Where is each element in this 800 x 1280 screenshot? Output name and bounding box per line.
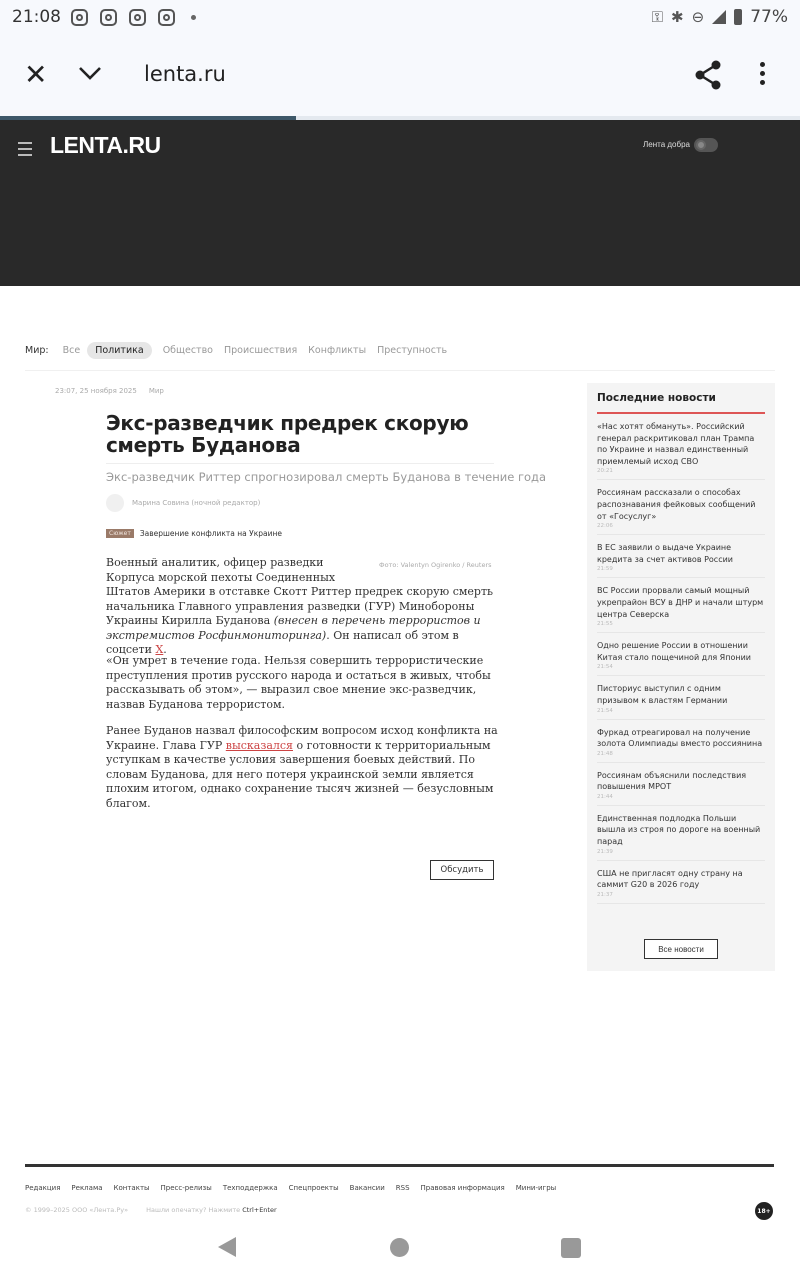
news-title[interactable]: Россиянам рассказали о способах распознавания фейковых сообщений от «Госуслуг» (597, 488, 756, 521)
battery-percent: 77% (750, 7, 788, 27)
article-meta (55, 387, 164, 395)
tab-all[interactable]: Все (62, 345, 81, 356)
news-title[interactable]: ВС России прорвали самый мощный укрепрайон ВСУ в ДНР и начали штурм центра Северска (597, 586, 764, 619)
footer-link[interactable]: Правовая информация (420, 1184, 505, 1192)
article-rubric-link[interactable]: Мир (148, 387, 164, 395)
news-time: 21:55 (597, 621, 613, 628)
news-item[interactable] (597, 578, 765, 633)
footer-link[interactable]: Мини-игры (515, 1184, 557, 1192)
author-avatar (106, 494, 124, 512)
news-time: 21:37 (597, 891, 613, 898)
vpn-key-icon: ⚿ (651, 8, 664, 26)
news-title[interactable]: Фуркад отреагировал на получение золота Олимпиады вместо россиянина (597, 727, 763, 749)
tab-society[interactable]: Общество (162, 345, 213, 356)
paragraph-text: Ранее Буданов назвал философским вопросом исход конфликта на Украине. Глава ГУР (106, 724, 498, 752)
menu-icon[interactable] (18, 142, 32, 160)
article-datetime: 23:07, 25 ноября 2025 (55, 387, 137, 395)
article-paragraph (106, 556, 498, 658)
rubric-label: Мир: (25, 345, 49, 356)
status-time: 21:08 (12, 7, 61, 27)
story-title[interactable]: Завершение конфликта на Украине (139, 529, 283, 538)
rubric-nav (25, 342, 458, 359)
browser-toolbar (0, 34, 800, 116)
news-item[interactable] (597, 633, 765, 676)
discuss-button[interactable]: Обсудить (430, 860, 494, 880)
share-icon[interactable] (694, 60, 722, 90)
paragraph-text: Военный аналитик, офицер разведки Корпуса морской пехоты Соединенных (106, 556, 336, 584)
tab-crime[interactable]: Преступность (377, 345, 448, 356)
news-item[interactable] (597, 763, 765, 806)
article-paragraph: «Он умрет в течение года. Нельзя совершить террористические преступления против русского народа и остаться в живых, чтобы рассказывать об этом», — выразил свое мнение экс-разведчик, назвав Буданова террористом. (106, 654, 491, 711)
news-title[interactable]: В ЕС заявили о выдаче Украине кредита за счет активов России (597, 543, 733, 564)
instagram-icon (100, 9, 117, 26)
footer-link[interactable]: RSS (395, 1184, 410, 1192)
tab-conflicts[interactable]: Конфликты (308, 345, 367, 356)
inline-link[interactable]: высказался (225, 738, 293, 752)
news-item[interactable] (597, 535, 765, 578)
footer-link[interactable]: Контакты (113, 1184, 150, 1192)
url-display[interactable]: lenta.ru (144, 62, 226, 86)
instagram-icon (158, 9, 175, 26)
recents-icon[interactable] (561, 1238, 581, 1258)
news-title[interactable]: США не пригласят одну страну на саммит G20 в 2026 году (597, 868, 743, 890)
article-paragraph (106, 724, 498, 811)
news-title[interactable]: «Нас хотят обмануть». Российский генерал раскритиковал план Трампа по Украине и назвал единственный приемлемый исход СВО (597, 422, 755, 466)
tab-politics[interactable]: Политика (87, 342, 151, 359)
back-icon[interactable] (218, 1237, 236, 1257)
news-item[interactable] (597, 806, 765, 861)
footer-link[interactable]: Редакция (25, 1184, 61, 1192)
typo-keys: Ctrl+Enter (242, 1206, 277, 1214)
news-time: 21:54 (597, 664, 613, 671)
more-vert-icon[interactable] (756, 62, 768, 88)
divider (25, 370, 775, 371)
news-item[interactable] (597, 720, 765, 763)
article-author (106, 494, 260, 512)
footer-link[interactable]: Вакансии (349, 1184, 385, 1192)
tab-incidents[interactable]: Происшествия (224, 345, 298, 356)
kind-feed-label: Лента добра (643, 140, 690, 149)
news-time: 21:59 (597, 566, 613, 573)
footer-link[interactable]: Реклама (71, 1184, 103, 1192)
paragraph-italic: (внесен в перечень террористов и экстремистов Росфинмониторинга) (106, 614, 481, 642)
paragraph-text: . (163, 643, 167, 656)
story-tag[interactable] (106, 529, 282, 538)
author-name[interactable]: Марина Совина (ночной редактор) (132, 499, 261, 507)
article-title: Экс-разведчик предрек скорую смерть Буданова (106, 411, 469, 457)
news-time: 22:06 (597, 523, 613, 530)
news-time: 21:48 (597, 750, 613, 757)
news-time: 21:54 (597, 707, 613, 714)
footer-link[interactable]: Пресс-релизы (160, 1184, 212, 1192)
home-icon[interactable] (390, 1238, 409, 1257)
copyright-text: © 1999–2025 ООО «Лента.Ру» (25, 1206, 129, 1214)
age-rating-badge: 18+ (755, 1202, 773, 1220)
news-time: 21:39 (597, 848, 613, 855)
battery-icon (734, 9, 742, 25)
news-item[interactable] (597, 861, 765, 904)
news-time: 20:21 (597, 468, 613, 475)
sidebar-title: Последние новости (597, 383, 765, 414)
footer-divider (25, 1164, 774, 1167)
all-news-button[interactable]: Все новости (644, 939, 718, 959)
paragraph-text: Штатов Америки в отставке Скотт Риттер предрек скорую смерть начальника Главного управления разведки (ГУР) Минобороны Украины Кирилла Буданова (106, 585, 494, 627)
more-notifications-icon (191, 15, 196, 20)
bluetooth-icon: ✱ (671, 8, 684, 26)
social-link[interactable]: X (155, 643, 164, 656)
divider (106, 463, 494, 464)
footer-links (25, 1184, 567, 1192)
news-item[interactable] (597, 480, 765, 535)
article-subtitle: Экс-разведчик Риттер спрогнозировал смерть Буданова в течение года (106, 470, 547, 484)
kind-feed-toggle[interactable] (694, 138, 718, 152)
typo-hint: Нашли опечатку? Нажмите (146, 1206, 243, 1214)
instagram-icon (71, 9, 88, 26)
site-header (0, 120, 800, 286)
system-nav-bar (0, 1222, 800, 1280)
status-bar (0, 0, 800, 34)
story-badge: Сюжет (106, 529, 134, 538)
footer-copyright (25, 1206, 277, 1214)
news-title[interactable]: Одно решение России в отношении Китая стало пощечиной для Японии (597, 641, 751, 662)
news-title[interactable]: Россиянам объяснили последствия повышения МРОТ (597, 770, 747, 792)
news-item[interactable] (597, 676, 765, 719)
paragraph-text: . Он написал об этом в соцсети (106, 628, 459, 656)
news-title[interactable]: Писториус выступил с одним призывом к властям Германии (597, 684, 728, 705)
photo-credit: Фото: Valentyn Ogirenko / Reuters (379, 561, 492, 569)
close-icon[interactable]: ✕ (24, 58, 48, 91)
paragraph-text: о готовности к территориальным уступкам в качестве условия завершения боевых действий. По словам Буданова, для него потеря украинской земли является плохим итогом, однако сохранение тысяч жизней — безусловным благом. (106, 738, 494, 810)
signal-icon (712, 10, 726, 24)
do-not-disturb-icon: ⊖ (691, 8, 705, 26)
footer-link[interactable]: Спецпроекты (288, 1184, 339, 1192)
instagram-icon (129, 9, 146, 26)
news-title[interactable]: Единственная подлодка Польши вышла из строя по дороге на военный парад (597, 813, 761, 847)
footer-link[interactable]: Техподдержка (222, 1184, 278, 1192)
site-logo[interactable]: LENTA.RU (50, 132, 161, 158)
news-item[interactable] (597, 414, 765, 480)
chevron-down-icon[interactable] (78, 62, 102, 86)
latest-news-sidebar (587, 383, 775, 971)
news-time: 21:44 (597, 793, 613, 800)
